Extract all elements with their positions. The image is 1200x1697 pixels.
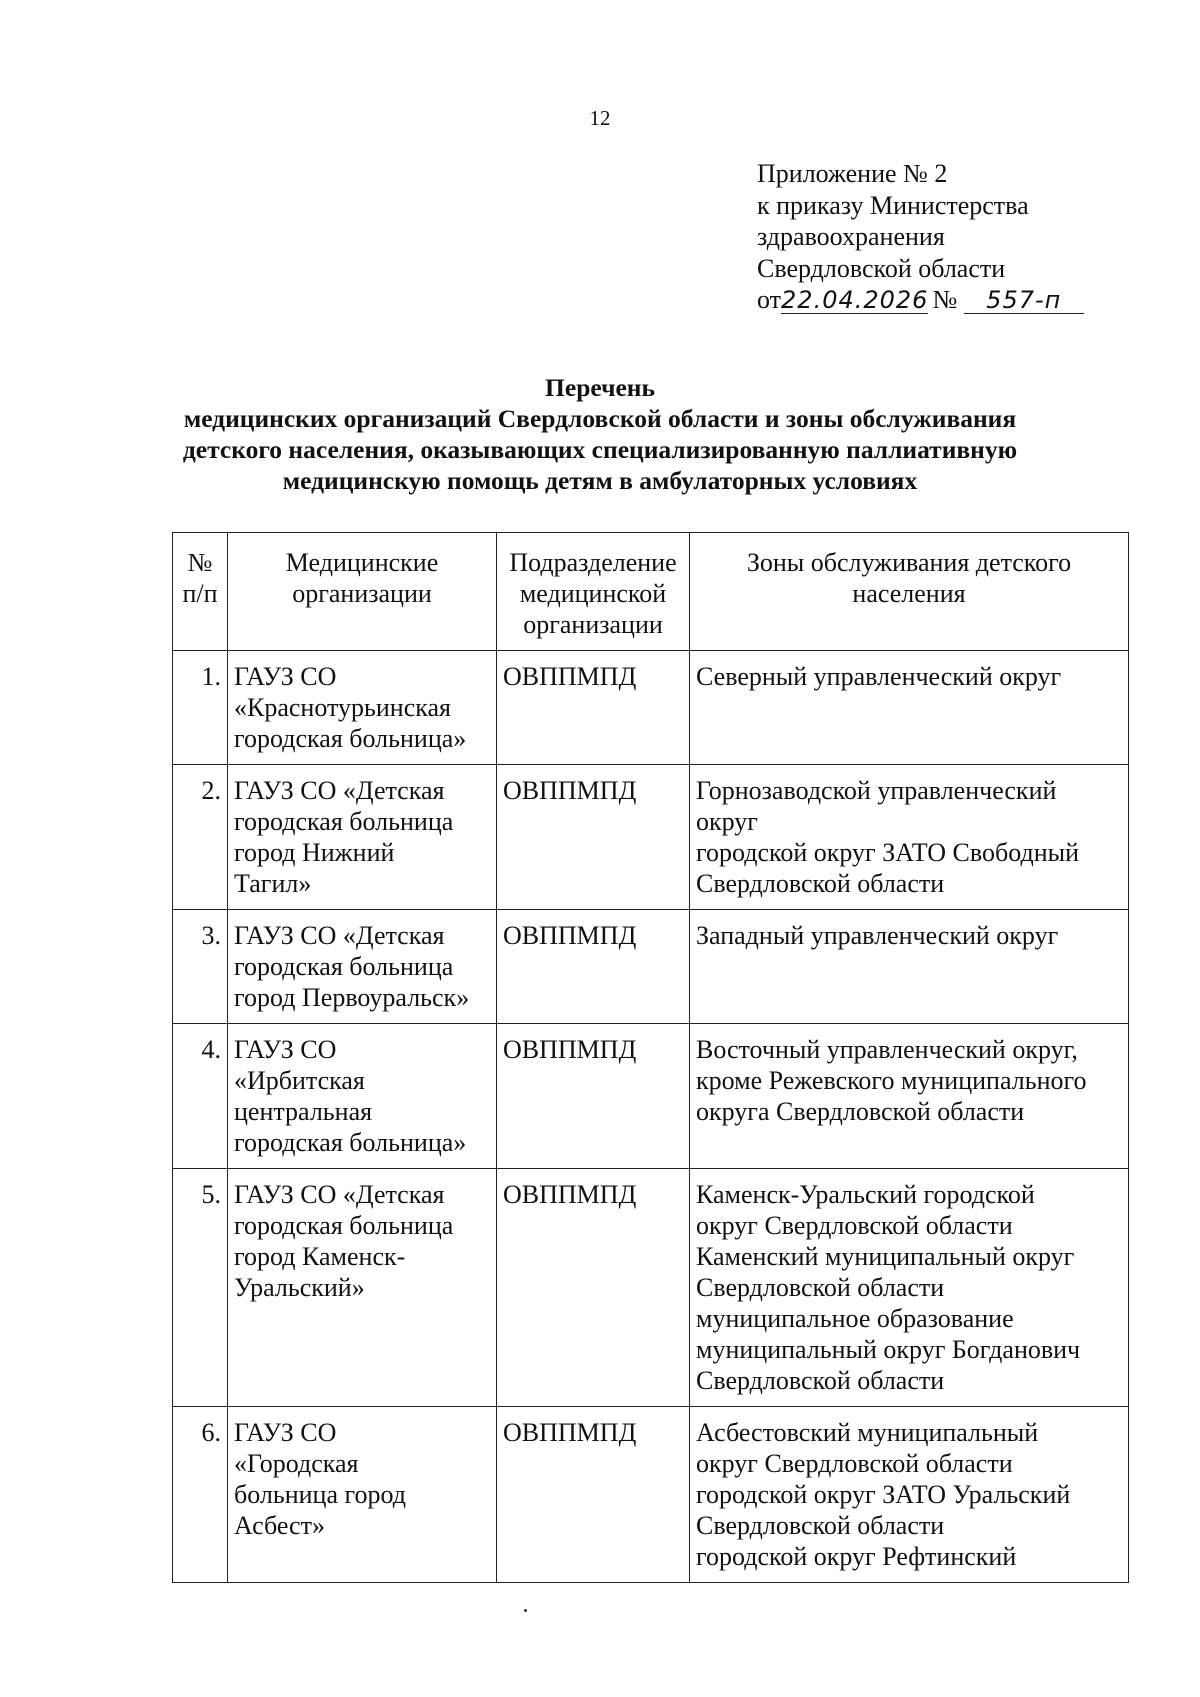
title-line-3: детского населения, оказывающих специализированную паллиативную — [182, 435, 1018, 464]
table-row — [173, 1407, 1129, 1583]
header-organizations: Медицинские организации — [228, 533, 497, 651]
title-line-1: Перечень — [545, 373, 655, 402]
appendix-block — [757, 158, 1084, 316]
row-number: 6. — [173, 1407, 228, 1583]
header-unit: Подразделение медицинской организации — [497, 533, 690, 651]
table-header-row — [173, 533, 1129, 651]
scan-dot-mark — [524, 1609, 527, 1612]
handwritten-date: 22.04.2026 — [781, 286, 929, 314]
number-label: № — [932, 285, 958, 314]
row-zone: Северный управленческий округ — [690, 651, 1129, 765]
header-zones: Зоны обслуживания детского населения — [690, 533, 1129, 651]
row-organization: ГАУЗ СО «Краснотурьинская городская больница» — [228, 651, 497, 765]
table-row — [173, 910, 1129, 1024]
row-unit: ОВППМПД — [497, 765, 690, 910]
header-number: № п/п — [173, 533, 228, 651]
row-number: 1. — [173, 651, 228, 765]
row-organization: ГАУЗ СО «Детская городская больница город Каменск- Уральский» — [228, 1169, 497, 1407]
from-label: от — [757, 285, 782, 314]
table-row — [173, 651, 1129, 765]
row-organization: ГАУЗ СО «Ирбитская центральная городская больница» — [228, 1024, 497, 1169]
row-zone: Асбестовский муниципальный округ Свердловской области городской округ ЗАТО Уральский Свердловской области городской округ Рефтинский — [690, 1407, 1129, 1583]
table-row — [173, 1024, 1129, 1169]
row-organization: ГАУЗ СО «Городская больница город Асбест» — [228, 1407, 497, 1583]
table-row — [173, 1169, 1129, 1407]
row-unit: ОВППМПД — [497, 651, 690, 765]
row-organization: ГАУЗ СО «Детская городская больница город Первоуральск» — [228, 910, 497, 1024]
row-number: 4. — [173, 1024, 228, 1169]
handwritten-order-number: 557-п — [964, 287, 1084, 314]
appendix-line-2: к приказу Министерства — [757, 190, 1029, 220]
row-organization: ГАУЗ СО «Детская городская больница город Нижний Тагил» — [228, 765, 497, 910]
appendix-line-3: здравоохранения — [757, 222, 945, 251]
row-zone: Горнозаводской управленческий округ городской округ ЗАТО Свободный Свердловской области — [690, 765, 1129, 910]
appendix-line-4: Свердловской области — [757, 253, 1006, 283]
title-line-2: медицинских организаций Свердловской области и зоны обслуживания — [183, 404, 1017, 433]
row-zone: Каменск-Уральский городской округ Свердловской области Каменский муниципальный округ Свердловской области муниципальное образование муниципальный округ Богданович Свердловской области — [690, 1169, 1129, 1407]
row-unit: ОВППМПД — [497, 1169, 690, 1407]
row-number: 2. — [173, 765, 228, 910]
row-unit: ОВППМПД — [497, 910, 690, 1024]
row-number: 3. — [173, 910, 228, 1024]
table-row — [173, 765, 1129, 910]
row-number: 5. — [173, 1169, 228, 1407]
appendix-date-line — [757, 284, 1084, 316]
row-unit: ОВППМПД — [497, 1407, 690, 1583]
row-zone: Западный управленческий округ — [690, 910, 1129, 1024]
organizations-table — [172, 532, 1129, 1583]
document-title — [150, 372, 1050, 496]
row-zone: Восточный управленческий округ, кроме Режевского муниципального округа Свердловской области — [690, 1024, 1129, 1169]
title-line-4: медицинскую помощь детям в амбулаторных условиях — [282, 466, 918, 495]
row-unit: ОВППМПД — [497, 1024, 690, 1169]
page-number: 12 — [589, 106, 611, 130]
appendix-line-1: Приложение № 2 — [757, 159, 948, 188]
